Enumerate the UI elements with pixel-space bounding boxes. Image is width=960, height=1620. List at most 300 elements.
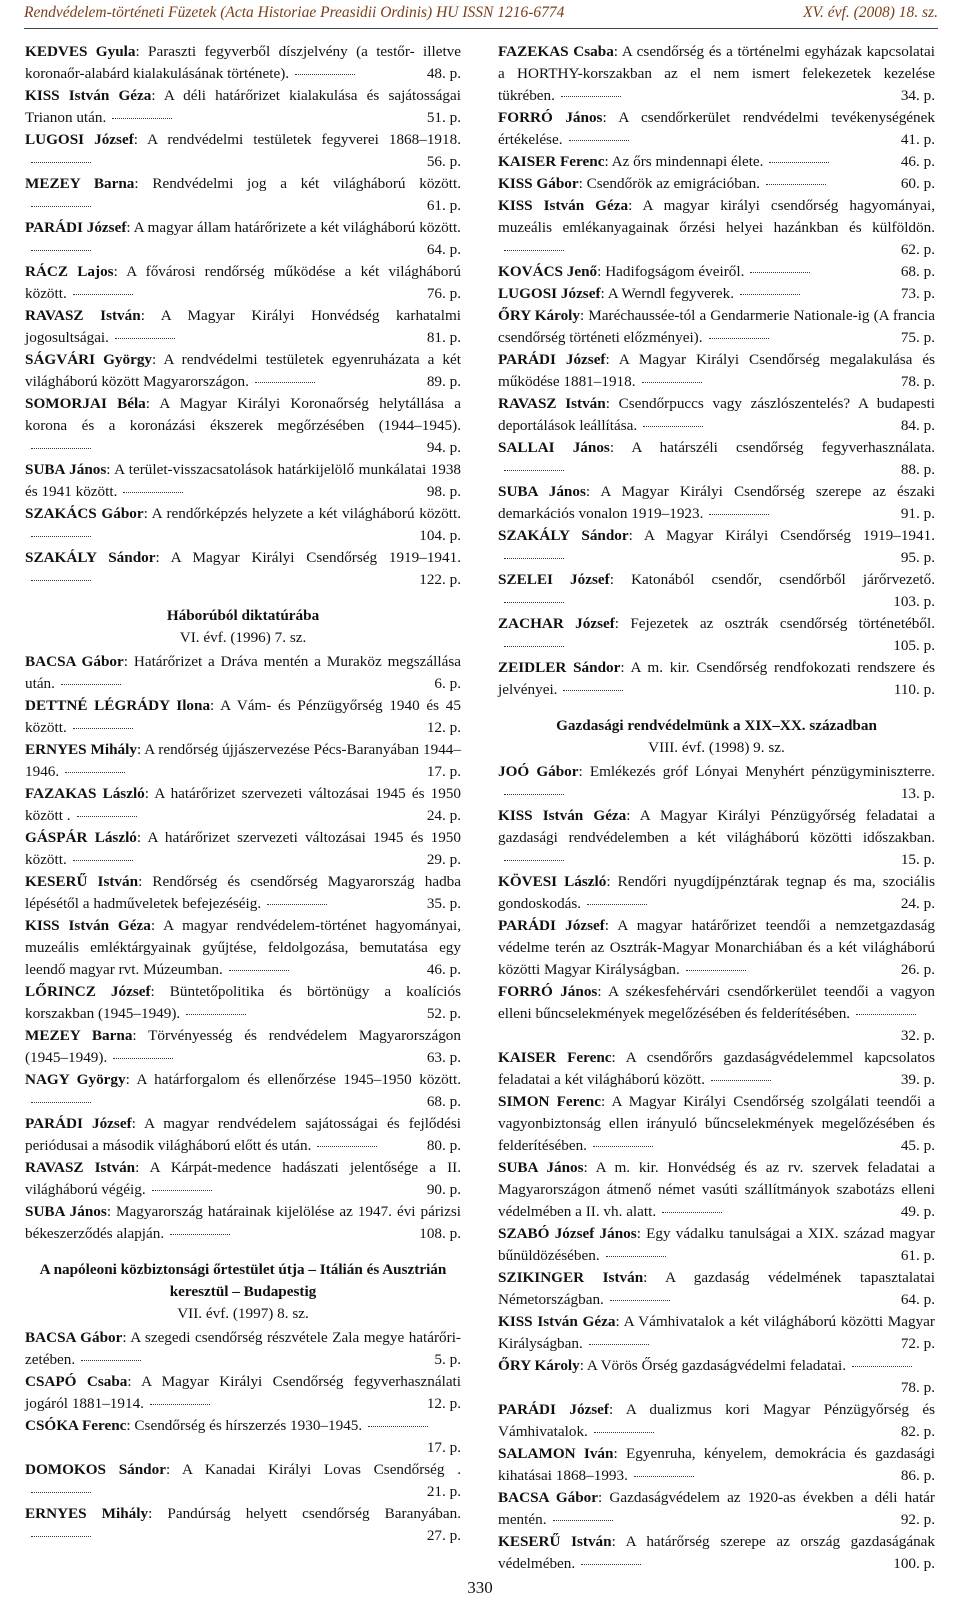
author-separator: : [135, 43, 149, 60]
author-separator: : [152, 351, 164, 368]
entry-author: GÁSPÁR László [25, 829, 137, 846]
entry-title: Az őrs mindennapi élete. [611, 153, 764, 170]
entry-page: 89. p. [426, 373, 461, 390]
entry-author: SOMORJAI Béla [25, 395, 146, 412]
entry-author: LŐRINCZ József [25, 983, 151, 1000]
author-separator: : [140, 307, 161, 324]
entry-page: 46. p. [900, 153, 935, 170]
toc-entry [498, 761, 935, 805]
entry-list [498, 761, 935, 1575]
author-separator: : [585, 483, 601, 500]
toc-entry [25, 981, 461, 1025]
entry-title: A Magyar Királyi Csendőrség szerepe az északi demarkációs vonalon 1919–1923. [498, 483, 936, 522]
entry-title: A gazdaság védelmének tapasztalatai Németországban. [498, 1269, 935, 1308]
entry-page: 80. p. [426, 1137, 461, 1154]
entry-page: 61. p. [426, 197, 461, 214]
author-separator: : [606, 873, 618, 890]
dot-leader [115, 337, 175, 339]
toc-entry [25, 783, 461, 827]
entry-title: A határszéli csendőrség fegyverhasználata. [631, 439, 935, 456]
entry-title: A terület-visszacsatolások határkijelölő munkálatai 1938 és 1941 között. [25, 461, 462, 500]
author-separator: : [579, 1357, 587, 1374]
toc-entry [25, 739, 461, 783]
toc-entry [25, 1201, 461, 1245]
entry-page: 13. p. [900, 785, 935, 802]
toc-entry [498, 1091, 935, 1157]
toc-entry [498, 1443, 935, 1487]
entry-title: A határőrizet szervezeti változásai 1945 és 1950 között. [25, 829, 461, 868]
dot-leader [150, 1403, 210, 1405]
entry-author: MEZEY Barna [25, 175, 135, 192]
dot-leader [255, 381, 315, 383]
entry-title: A Magyar Királyi Csendőrség szolgálati teendői a vagyonbiztonság ellen irányuló bűncselekmények megelőzésében és felderítésében. [498, 1093, 936, 1154]
dot-leader [606, 1255, 666, 1257]
author-separator: : [210, 697, 221, 714]
entry-title: A fővárosi rendőrség működése a két világháború között. [25, 263, 462, 302]
entry-page: 41. p. [900, 131, 935, 148]
entry-title: A Magyar Királyi Koronaőrség helytállása a korona és a koronázási ékszerek megőrzésében (1944–1945). [25, 395, 461, 434]
dot-leader [73, 859, 133, 861]
toc-entry [25, 305, 461, 349]
entry-author: ZEIDLER Sándor [498, 659, 621, 676]
toc-entry [25, 173, 461, 217]
dot-leader [31, 447, 91, 449]
entry-title: Rendőrség és csendőrség Magyarország hadba lépésétől a hadműveletek befejezéséig. [25, 873, 462, 912]
entry-page: 56. p. [426, 153, 461, 170]
entry-page: 35. p. [426, 895, 461, 912]
toc-entry [25, 547, 461, 591]
section-heading [25, 605, 461, 649]
toc-entry [498, 41, 935, 107]
author-separator: : [609, 1401, 626, 1418]
entry-page: 81. p. [426, 329, 461, 346]
author-separator: : [145, 395, 160, 412]
toc-entry [25, 827, 461, 871]
entry-page: 88. p. [900, 461, 935, 478]
author-separator: : [620, 659, 631, 676]
entry-author: ZACHAR József [498, 615, 615, 632]
author-separator: : [578, 763, 590, 780]
dot-leader [634, 1475, 694, 1477]
dot-leader [31, 1535, 91, 1537]
toc-entry [498, 613, 935, 657]
dot-leader [267, 903, 327, 905]
dot-leader [31, 1491, 91, 1493]
entry-author: SZAKÁCS Gábor [25, 505, 144, 522]
author-separator: : [150, 917, 164, 934]
entry-page: 17. p. [426, 763, 461, 780]
entry-author: CSAPÓ Csaba [25, 1373, 128, 1390]
toc-entry [498, 195, 935, 261]
author-separator: : [613, 43, 622, 60]
dot-leader [852, 1365, 912, 1367]
entry-list [25, 651, 461, 1245]
toc-entry [498, 151, 935, 173]
author-separator: : [628, 527, 644, 544]
entry-title: Törvényesség és rendvédelem Magyarországon (1945–1949). [25, 1027, 461, 1066]
entry-list [25, 41, 461, 591]
entry-page: 26. p. [900, 961, 935, 978]
dot-leader [709, 337, 769, 339]
toc-entry [498, 283, 935, 305]
toc-entry [25, 871, 461, 915]
dot-leader [112, 117, 172, 119]
dot-leader [31, 161, 91, 163]
entry-page: 95. p. [900, 549, 935, 566]
author-separator: : [123, 653, 134, 670]
entry-title: A rendvédelmi testületek egyenruházata a két világháború között Magyarországon. [25, 351, 461, 390]
entry-title: A határőrizet szervezeti változásai 1945 és 1950 között . [25, 785, 462, 824]
entry-page: 39. p. [900, 1071, 935, 1088]
entry-author: LUGOSI József [498, 285, 601, 302]
dot-leader [594, 1431, 654, 1433]
entry-author: SZAKÁLY Sándor [498, 527, 629, 544]
entry-title: Pandúrság helyett csendőrség Baranyában. [167, 1505, 461, 1522]
toc-entry [25, 393, 461, 459]
toc-entry [25, 1327, 461, 1371]
author-separator: : [580, 307, 589, 324]
entry-author: LUGOSI József [25, 131, 134, 148]
entry-page: 34. p. [900, 87, 935, 104]
volume-info: XV. évf. (2008) 18. sz. [803, 4, 938, 21]
entry-author: SALLAI János [498, 439, 610, 456]
entry-author: ŐRY Károly [498, 307, 580, 324]
entry-author: DOMOKOS Sándor [25, 1461, 166, 1478]
dot-leader [766, 183, 826, 185]
entry-page: 76. p. [426, 285, 461, 302]
entry-title: A magyar állam határőrizete a két világháború között. [133, 219, 461, 236]
dot-leader [31, 1101, 91, 1103]
entry-title: Egyenruha, kényelem, demokrácia és gazdasági kihatásai 1868–1993. [498, 1445, 935, 1484]
entry-page: 62. p. [900, 241, 935, 258]
dot-leader [186, 1013, 246, 1015]
toc-entry [498, 657, 935, 701]
entry-page: 17. p. [426, 1439, 461, 1456]
entry-author: SUBA János [25, 1203, 107, 1220]
toc-entry [498, 349, 935, 393]
entry-list [498, 41, 935, 701]
section-subtitle: VIII. évf. (1998) 9. sz. [648, 739, 785, 756]
entry-author: FORRÓ János [498, 983, 598, 1000]
entry-title: A Magyar Királyi Csendőrség megalakulása és működése 1881–1918. [498, 351, 935, 390]
dot-leader [643, 425, 703, 427]
section-title: Gazdasági rendvédelmünk a XIX–XX. században [556, 717, 877, 734]
toc-entry [25, 1415, 461, 1459]
entry-page: 82. p. [900, 1423, 935, 1440]
toc-entry [498, 915, 935, 981]
dot-leader [504, 469, 564, 471]
toc-entry [498, 569, 935, 613]
entry-title: A Kárpát-medence hadászati jelentősége a II. világháború végéig. [25, 1159, 461, 1198]
dot-leader [561, 95, 621, 97]
toc-entry [25, 915, 461, 981]
toc-entry [498, 305, 935, 349]
dot-leader [711, 1079, 771, 1081]
dot-leader [769, 161, 829, 163]
entry-title: A Magyar Királyi Csendőrség 1919–1941. [643, 527, 935, 544]
entry-page: 98. p. [426, 483, 461, 500]
entry-title: Egy vádalku tanulságai a XIX. század magyar bűnüldözésében. [498, 1225, 936, 1264]
entry-author: RAVASZ István [498, 395, 606, 412]
author-separator: : [144, 785, 155, 802]
entry-page: 12. p. [426, 1395, 461, 1412]
entry-author: JOÓ Gábor [498, 763, 579, 780]
entry-author: SUBA János [498, 483, 586, 500]
dot-leader [504, 249, 564, 251]
entry-page: 103. p. [893, 593, 935, 610]
dot-leader [65, 771, 125, 773]
entry-page: 45. p. [900, 1137, 935, 1154]
entry-title: Paraszti fegyverből díszjelvény (a testőr- illetve koronaőr-alabárd kialakulásának története). [25, 43, 461, 82]
toc-entry [498, 1047, 935, 1091]
entry-title: A rendvédelmi testületek fegyverei 1868–1918. [147, 131, 462, 148]
toc-entry [25, 695, 461, 739]
author-separator: : [148, 1505, 168, 1522]
toc-entry [25, 217, 461, 261]
author-separator: : [611, 1533, 626, 1550]
entry-title: Hadifogságom éveiről. [605, 263, 745, 280]
entry-author: BACSA Gábor [25, 653, 124, 670]
entry-page: 73. p. [900, 285, 935, 302]
dot-leader [504, 557, 564, 559]
entry-page: 122. p. [419, 571, 461, 588]
dot-leader [31, 535, 91, 537]
entry-page: 110. p. [893, 681, 935, 698]
author-separator: : [165, 1461, 183, 1478]
entry-title: A szegedi csendőrség részvétele Zala megye határőri-zetében. [25, 1329, 461, 1368]
entry-title: A Magyar Királyi Honvédség karhatalmi jogosultságai. [25, 307, 462, 346]
author-separator: : [133, 131, 148, 148]
toc-entry [25, 85, 461, 129]
entry-title: Csendőrök az emigrációban. [586, 175, 760, 192]
author-separator: : [628, 197, 643, 214]
entry-author: CSÓKA Ferenc [25, 1417, 127, 1434]
entry-title: A dualizmus kori Magyar Pénzügyőrség és Vámhivatalok. [498, 1401, 936, 1440]
dot-leader [504, 793, 564, 795]
entry-title: A Magyar Királyi Csendőrség fegyverhasználati jogáról 1881–1914. [25, 1373, 461, 1412]
entry-title: A rendőrképzés helyzete a két világháború között. [151, 505, 461, 522]
entry-title: A Magyar Királyi Csendőrség 1919–1941. [170, 549, 461, 566]
entry-title: A Vörös Őrség gazdaságvédelmi feladatai. [586, 1357, 847, 1374]
entry-page: 48. p. [426, 65, 461, 82]
author-separator: : [583, 1159, 596, 1176]
entry-author: SZAKÁLY Sándor [25, 549, 156, 566]
toc-entry [25, 41, 461, 85]
entry-author: KESERŰ István [25, 873, 139, 890]
toc-entry [498, 1531, 935, 1575]
entry-page: 29. p. [426, 851, 461, 868]
author-separator: : [132, 1027, 149, 1044]
toc-entry [25, 459, 461, 503]
entry-title: Csendőrség és hírszerzés 1930–1945. [134, 1417, 363, 1434]
entry-page: 72. p. [900, 1335, 935, 1352]
dot-leader [113, 1057, 173, 1059]
section-heading [25, 1259, 461, 1325]
section-heading [498, 715, 935, 759]
dot-leader [61, 683, 121, 685]
entry-page: 78. p. [900, 373, 935, 390]
entry-author: NAGY György [25, 1071, 126, 1088]
entry-title: A rendőrség újjászervezése Pécs-Baranyában 1944–1946. [25, 741, 461, 780]
toc-entry [498, 1157, 935, 1223]
entry-author: RAVASZ István [25, 307, 141, 324]
dot-leader [170, 1233, 230, 1235]
entry-page: 60. p. [900, 175, 935, 192]
entry-page: 24. p. [426, 807, 461, 824]
entry-title: Rendőri nyugdíjpénztárak tegnap és ma, szociális gondoskodás. [498, 873, 935, 912]
entry-page: 64. p. [900, 1291, 935, 1308]
toc-entry [25, 349, 461, 393]
toc-entry [498, 393, 935, 437]
dot-leader [73, 293, 133, 295]
author-separator: : [578, 175, 587, 192]
entry-title: Határőrizet a Dráva mentén a Muraköz megszállása után. [25, 653, 461, 692]
entry-page: 75. p. [900, 329, 935, 346]
entry-page: 86. p. [900, 1467, 935, 1484]
dot-leader [77, 815, 137, 817]
author-separator: : [602, 109, 619, 126]
author-separator: : [150, 983, 170, 1000]
entry-title: A székesfehérvári csendőrkerület teendői a vagyon elleni bűncselekmények megelőzésében és felderítésében. [498, 983, 935, 1022]
entry-page: 5. p. [434, 1351, 461, 1368]
author-separator: : [122, 1329, 131, 1346]
author-separator: : [609, 571, 632, 588]
entry-author: MEZEY Barna [25, 1027, 133, 1044]
entry-list [25, 1327, 461, 1547]
entry-page: 105. p. [893, 637, 935, 654]
author-separator: : [614, 615, 631, 632]
toc-entry [25, 129, 461, 173]
entry-author: DETTNÉ LÉGRÁDY Ilona [25, 697, 211, 714]
author-separator: : [106, 461, 115, 478]
dot-leader [662, 1211, 722, 1213]
author-separator: : [598, 1489, 610, 1506]
entry-author: KÖVESI László [498, 873, 607, 890]
entry-page: 49. p. [900, 1203, 935, 1220]
entry-page: 24. p. [900, 895, 935, 912]
entry-author: KOVÁCS Jenő [498, 263, 598, 280]
entry-author: KAISER Ferenc [498, 153, 605, 170]
running-header [24, 0, 938, 29]
entry-author: SZABÓ József János [498, 1225, 637, 1242]
author-separator: : [143, 505, 152, 522]
author-separator: : [600, 285, 608, 302]
entry-title: A Magyar Királyi Pénzügyőrség feladatai a gazdasági rendvédelemben a két világháború közötti időszakban. [498, 807, 935, 846]
author-separator: : [113, 263, 127, 280]
author-separator: : [135, 1159, 150, 1176]
author-separator: : [126, 1417, 135, 1434]
author-separator: : [151, 87, 164, 104]
entry-page: 6. p. [434, 675, 461, 692]
entry-title: Emlékezés gróf Lónyai Menyhért pénzügyminiszterre. [589, 763, 935, 780]
toc-entry [25, 1157, 461, 1201]
entry-author: FAZAKAS László [25, 785, 145, 802]
author-separator: : [597, 983, 609, 1000]
dot-leader [587, 903, 647, 905]
entry-author: KISS István Géza [25, 87, 152, 104]
dot-leader [856, 1013, 916, 1015]
author-separator: : [613, 1445, 627, 1462]
entry-title: A határőrség szerepe az ország gazdaságának védelmében. [498, 1533, 935, 1572]
entry-author: KISS István Géza [498, 197, 629, 214]
entry-author: FORRÓ János [498, 109, 603, 126]
entry-author: SIMON Ferenc [498, 1093, 601, 1110]
entry-page: 92. p. [900, 1511, 935, 1528]
entry-title: Magyarország határainak kijelölése az 1947. évi párizsi békeszerződés alapján. [25, 1203, 461, 1242]
toc-entry [498, 981, 935, 1047]
toc-entry [498, 805, 935, 871]
section-subtitle: VII. évf. (1997) 8. sz. [177, 1305, 309, 1322]
entry-author: KEDVES Gyula [25, 43, 136, 60]
dot-leader [229, 969, 289, 971]
page-number: 330 [467, 1578, 493, 1597]
entry-title: A Kanadai Királyi Lovas Csendőrség . [182, 1461, 461, 1478]
dot-leader [81, 1359, 141, 1361]
dot-leader [589, 1343, 649, 1345]
author-separator: : [601, 1093, 612, 1110]
entry-page: 46. p. [426, 961, 461, 978]
entry-title: A határforgalom és ellenőrzése 1945–1950 között. [136, 1071, 461, 1088]
entry-author: SUBA János [25, 461, 107, 478]
entry-author: PARÁDI József [25, 219, 127, 236]
author-separator: : [643, 1269, 666, 1286]
toc-entry [25, 1371, 461, 1415]
toc-entry [25, 1503, 461, 1547]
entry-page: 61. p. [900, 1247, 935, 1264]
entry-title: A Werndl fegyverek. [607, 285, 734, 302]
author-separator: : [636, 1225, 647, 1242]
entry-page: 21. p. [426, 1483, 461, 1500]
entry-page: 63. p. [426, 1049, 461, 1066]
entry-page: 32. p. [900, 1027, 935, 1044]
entry-title: Katonából csendőr, csendőrből járőrvezető. [631, 571, 935, 588]
toc-entry [25, 651, 461, 695]
author-separator: : [155, 549, 171, 566]
entry-author: ŐRY Károly [498, 1357, 580, 1374]
entry-title: A Vám- és Pénzügyőrség 1940 és 45 között. [25, 697, 461, 736]
entry-author: KAISER Ferenc [498, 1049, 612, 1066]
entry-author: RAVASZ István [25, 1159, 136, 1176]
dot-leader [31, 249, 91, 251]
author-separator: : [615, 1313, 624, 1330]
entry-title: Csendőrpuccs vagy zászlószentelés? A budapesti deportálások leállítása. [498, 395, 935, 434]
entry-author: KISS István Géza [25, 917, 151, 934]
right-column [498, 41, 935, 1575]
entry-page: 12. p. [426, 719, 461, 736]
dot-leader [368, 1425, 428, 1427]
dot-leader [152, 1189, 212, 1191]
entry-title: A Vámhivatalok a két világháború közötti Magyar Királyságban. [498, 1313, 935, 1352]
entry-author: SZELEI József [498, 571, 610, 588]
dot-leader [569, 139, 629, 141]
dot-leader [610, 1299, 670, 1301]
entry-page: 104. p. [419, 527, 461, 544]
entry-author: KISS Gábor [498, 175, 579, 192]
toc-entry [25, 1025, 461, 1069]
entry-page: 84. p. [900, 417, 935, 434]
entry-author: BACSA Gábor [498, 1489, 599, 1506]
section-title: Háborúból diktatúrába [166, 607, 320, 624]
toc-entry [25, 1069, 461, 1113]
author-separator: : [131, 1115, 145, 1132]
entry-author: KESERŰ István [498, 1533, 612, 1550]
dot-leader [686, 969, 746, 971]
entry-page: 78. p. [900, 1379, 935, 1396]
entry-title: A magyar rendvédelem sajátosságai és fejlődési periódusai a második világháború előtt és után. [25, 1115, 461, 1154]
entry-page: 108. p. [419, 1225, 461, 1242]
author-separator: : [126, 219, 134, 236]
entry-author: ERNYES Mihály [25, 741, 137, 758]
